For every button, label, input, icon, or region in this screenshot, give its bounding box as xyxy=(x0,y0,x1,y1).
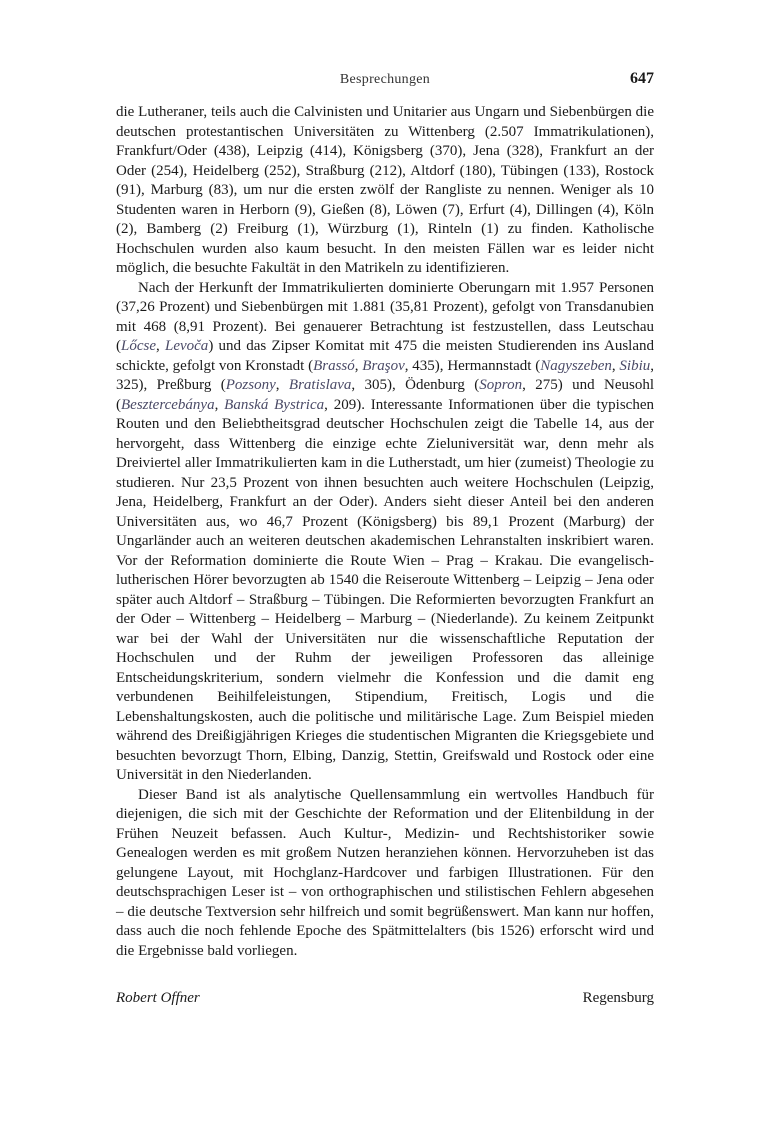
text-run: , xyxy=(611,357,620,374)
paragraph-3 xyxy=(116,786,654,962)
paragraph-2 xyxy=(116,279,654,786)
text-run: die Lutheraner, teils auch die Calvinisten und Unitarier aus Ungarn und Siebenbürgen die deutschen protestantischen Universitäten zu Wittenberg (2.507 Immatrikulationen), Frankfurt/Oder (438), Leipzig (414), Königsberg (370), Jena (328), Frankfurt an der Oder (254), Heidelberg (252), Straßburg (212), Altdorf (180), Tübingen (133), Rostock (91), Marburg (83), um nur die ersten zwölf der Rangliste zu nennen. Weniger als 10 Studenten waren in Herborn (9), Gießen (8), Löwen (7), Erfurt (4), Dillingen (4), Köln (2), Bamberg (2) Freiburg (1), Würzburg (1), Rinteln (1) zu finden. Katholische Hochschulen wurden also kaum besucht. In den meisten Fällen war es leider nicht möglich, die besuchte Fakultät in den Matrikeln zu identifizieren. xyxy=(116,104,654,276)
text-run: , 435), Hermannstadt ( xyxy=(404,357,541,374)
place-name: Levoča xyxy=(164,338,209,354)
place-name: Besztercebánya xyxy=(121,396,215,413)
text-run: , 209). Interessante Informationen über die typischen Routen und den Beliebtheitsgrad deutscher Hochschulen zeigt die Tabelle 14, aus der hervorgeht, dass Wittenberg die einzige echte Zieluniversität war, denn mehr als Dreiviertel aller Immatrikulierten kam in die Lutherstadt, um hier (zumeist) Theologie zu studieren. Nur 23,5 Prozent von ihnen besuchten auch weitere Hochschulen (Leipzig, Jena, Heidelberg, Frankfurt an der Oder). Anders sieht dieser Anteil bei den anderen Universitäten aus, wo 46,7 Prozent (Königsberg) bis 89,1 Prozent (Marburg) der Ungarländer auch an weiteren deutschen akademischen Lehranstalten inskribiert waren. Vor der Reformation dominierte die Route Wien – Prag – Krakau. Die evangelisch-lutherischen Hörer bevorzugten ab 1540 die Reiseroute Wittenberg – Leipzig – Jena oder später auch Altdorf – Straßburg – Tübingen. Die Reformierten bevorzugten Frankfurt an der Oder – Wittenberg – Heidelberg – Marburg – (Niederlande). Zu keinem Zeitpunkt war bei der Wahl der Universitäten nur die wissenschaftliche Reputation der Hochschulen und der Ruhm der jeweiligen Professoren das alleinige Entscheidungskriterium, sondern vielmehr die Konfession und die damit eng verbundenen Beihilfeleistungen, Stipendium, Freitisch, Logis und die Lebenshaltungskosten, auch die politische und militärische Lage. Zum Beispiel mieden während des Dreißigjährigen Krieges die studentischen Migranten die Kriegsgebiete und besuchten bevorzugt Thorn, Elbing, Danzig, Stettin, Greifswald und Rostock oder eine Universität in den Niederlanden. xyxy=(116,396,654,783)
text-run: , 305), Ödenburg ( xyxy=(351,377,480,393)
place-name: Bratislava xyxy=(288,377,352,393)
text-run: , xyxy=(354,357,363,374)
place-name: Banská Bystrica xyxy=(224,396,325,413)
text-run: Dieser Band ist als analytische Quellensammlung ein wertvolles Handbuch für diejenigen, die sich mit der Geschichte der Reformation und der Elitenbildung in der Frühen Neuzeit befassen. Auch Kultur-, Medizin- und Rechtshistoriker sowie Genealogen werden es mit großem Nutzen heranziehen können. Hervorzuheben ist das gelungene Layout, mit Hochglanz-Hardcover und farbigen Illustrationen. Für den deutschsprachigen Leser ist – von orthographischen und stilistischen Fehlern abgesehen – die deutsche Textversion sehr hilfreich und somit begrüßenswert. Man kann nur hoffen, dass auch die noch fehlende Epoche des Spätmittelalters (bis 1526) erforscht wird und die Ergebnisse bald vorliegen. xyxy=(116,786,654,959)
review-body xyxy=(116,103,654,961)
text-run: Nach der Herkunft der Immatrikulierten dominierte Oberungarn mit 1.957 Personen (37,26 Prozent) und Siebenbürgen mit 1.881 (35,81 Prozent), gefolgt von Transdanubien mit 468 (8,91 Prozent). Bei genauerer Betrachtung ist festzustellen, dass Leutschau ( xyxy=(116,279,654,354)
text-run: , xyxy=(275,377,289,393)
page-number: 647 xyxy=(630,70,654,87)
text-run: , xyxy=(214,396,225,413)
running-head xyxy=(116,70,654,92)
text-run: , 325), Preßburg ( xyxy=(116,357,654,393)
place-name: Braşov xyxy=(362,357,405,374)
place-name: Lőcse xyxy=(121,338,156,354)
place-name: Brassó xyxy=(313,357,355,374)
place-name: Pozsony xyxy=(225,377,276,393)
place-name: Nagyszeben xyxy=(540,357,612,374)
place-name: Sibiu xyxy=(619,357,651,374)
reviewer-location: Regensburg xyxy=(582,990,654,1006)
text-run: , 275) und Neusohl ( xyxy=(116,377,654,413)
place-name: Sopron xyxy=(479,377,523,393)
reviewer-name: Robert Offner xyxy=(116,990,200,1006)
signature-line xyxy=(116,990,654,1012)
running-title: Besprechungen xyxy=(339,72,431,87)
text-run: ) und das Zipser Komitat mit 475 die meisten Studierenden ins Ausland schickte, gefolgt von Kronstadt ( xyxy=(116,338,655,374)
paragraph-1 xyxy=(116,103,654,279)
text-run: , xyxy=(156,338,165,354)
